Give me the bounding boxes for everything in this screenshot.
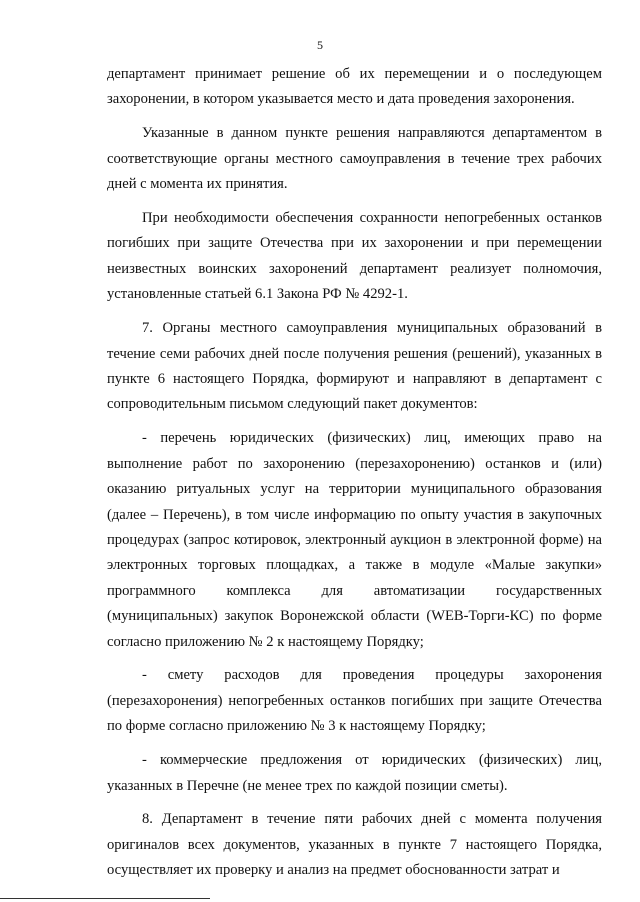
page-number: 5	[317, 38, 323, 52]
paragraph-item-8: 8. Департамент в течение пяти рабочих дней с момента получения оригиналов всех документов, указанных в пункте 7 настоящего Порядка, осуществляет их проверку и анализ на предмет обоснованности затрат и	[107, 811, 602, 879]
document-body	[107, 62, 602, 892]
page-bottom-edge	[0, 898, 210, 899]
paragraph-preservation: При необходимости обеспечения сохранности непогребенных останков погибших при защите Отечества при их захоронении и при перемещении неизвестных воинских захоронений департамент реализует полномочия, установленные статьей 6.1 Закона РФ № 4292-1.	[107, 210, 602, 303]
paragraph-item-7: 7. Органы местного самоуправления муниципальных образований в течение семи рабочих дней после получения решения (решений), указанных в пункте 6 настоящего Порядка, формируют и направляют в департамент с сопроводительным письмом следующий пакет документов:	[107, 320, 602, 413]
paragraph-continuation: департамент принимает решение об их перемещении и о последующем захоронении, в котором указывается место и дата проведения захоронения.	[107, 66, 602, 108]
list-item-cost-estimate: - смету расходов для проведения процедуры захоронения (перезахоронения) непогребенных останков погибших при защите Отечества по форме согласно приложению № 3 к настоящему Порядку;	[107, 667, 602, 735]
list-item-commercial-offers: - коммерческие предложения от юридических (физических) лиц, указанных в Перечне (не менее трех по каждой позиции сметы).	[107, 752, 602, 794]
paragraph-decisions-sent: Указанные в данном пункте решения направляются департаментом в соответствующие органы местного самоуправления в течение трех рабочих дней с момента их принятия.	[107, 125, 602, 193]
list-item-entity-list: - перечень юридических (физических) лиц, имеющих право на выполнение работ по захоронению (перезахоронению) останков и (или) оказанию ритуальных услуг на территории муниципального образования (далее – Перечень), в том числе информацию по опыту участия в закупочных процедурах (запрос котировок, электронный аукцион в электронной форме) на электронных торговых площадках, а также в модуле «Малые закупки» программного комплекса для автоматизации государственных (муниципальных) закупок Воронежской области (WEB-Торги-КС) по форме согласно приложению № 2 к настоящему Порядку;	[107, 430, 602, 650]
